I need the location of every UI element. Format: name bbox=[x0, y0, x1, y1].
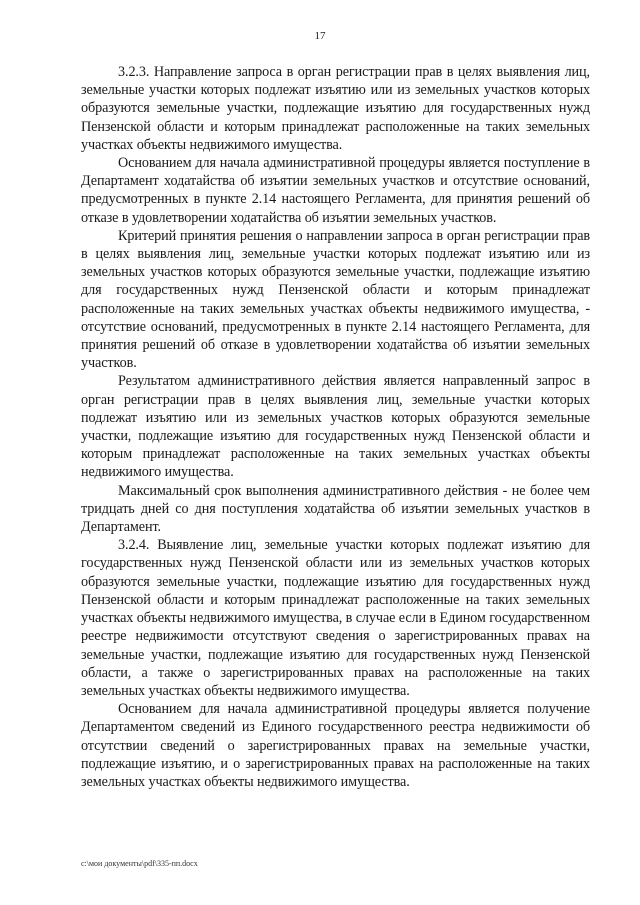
paragraph-decision-criterion: Критерий принятия решения о направлении запроса в орган регистрации прав в целях выявления лиц, земельные участки которых подлежат изъятию или из земельных участков которых образуются земельные участки, подлежащие изъятию для государственных нужд Пензенской области и которым принадлежат расположенные на таких земельных участках объекты недвижимого имущества, - отсутствие оснований, предусмотренных в пункте 2.14 настоящего Регламента, для принятия решений об отказе в удовлетворении ходатайства об изъятии земельных участков. bbox=[81, 227, 590, 372]
paragraph-basis-3-2-3: Основанием для начала административной процедуры является поступление в Департамент ходатайства об изъятии земельных участков и отсутствие оснований, предусмотренных в пункте 2.14 настоящего Регламента, для принятия решений об отказе в удовлетворении ходатайства об изъятии земельных участков. bbox=[81, 155, 590, 226]
paragraph-max-term: Максимальный срок выполнения административного действия - не более чем тридцать дней со дня поступления ходатайства об изъятии земельных участков в Департамент. bbox=[81, 482, 590, 536]
footer-file-path: c:\мои документы\pdf\335-пп.docx bbox=[81, 859, 198, 868]
paragraph-3-2-4-heading: 3.2.4. Выявление лиц, земельные участки которых подлежат изъятию для государственных нужд Пензенской области или из земельных участков которых образуются земельные участки, подлежащие изъятию для государственных нужд Пензенской области и которым принадлежат расположенные на таких земельных участках объекты недвижимого имущества, в случае если в Едином государственном реестре недвижимости отсутствуют сведения о зарегистрированных правах на земельные участки, подлежащие изъятию для государственных нужд Пензенской области, а также о зарегистрированных правах на расположенные на таких земельных участках объекты недвижимого имущества. bbox=[81, 537, 590, 699]
paragraph-basis-3-2-4: Основанием для начала административной процедуры является получение Департаментом сведений из Единого государственного реестра недвижимости об отсутствии сведений о зарегистрированных правах на земельные участки, подлежащие изъятию, и о зарегистрированных правах на расположенные на таких земельных участках объекты недвижимого имущества. bbox=[81, 701, 590, 790]
document-body bbox=[81, 63, 590, 791]
paragraph-3-2-3-heading: 3.2.3. Направление запроса в орган регистрации прав в целях выявления лиц, земельные участки которых подлежат изъятию или из земельных участков которых образуются земельные участки, подлежащие изъятию для государственных нужд Пензенской области и которым принадлежат расположенные на таких земельных участках объекты недвижимого имущества. bbox=[81, 64, 590, 153]
paragraph-result: Результатом административного действия является направленный запрос в орган регистрации прав в целях выявления лиц, земельные участки которых подлежат изъятию или из земельных участков которых образуются земельные участки, подлежащие изъятию для государственных нужд Пензенской области и которым принадлежат расположенные на таких земельных участках объекты недвижимого имущества. bbox=[81, 373, 590, 481]
page-number: 17 bbox=[314, 30, 326, 42]
